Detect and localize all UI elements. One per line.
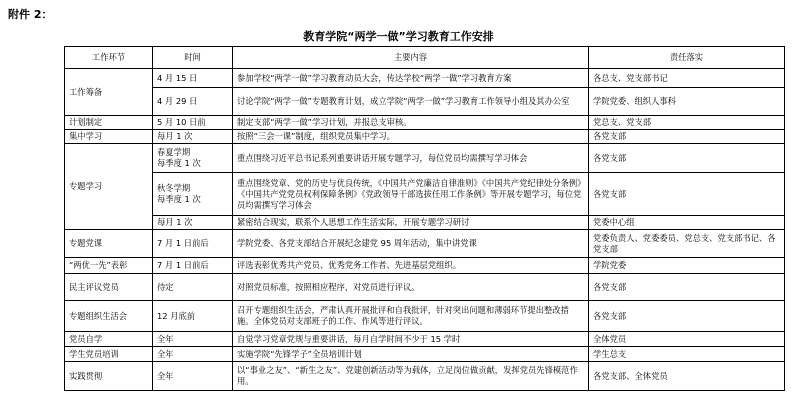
table-row	[65, 301, 785, 332]
content-cell: 重点围绕党章、党的历史与优良传统，《中国共产党廉洁自律准则》《中国共产党纪律处分条例》《中国共产党党员权利保障条例》《党政领导干部选拔任用工作条例》等开展专题学习，每位党员均需撰写学习体会	[233, 173, 589, 216]
responsible-cell: 各总支、党支部书记	[589, 69, 785, 88]
stage-cell: 工作筹备	[65, 69, 153, 116]
content-cell: 评选表彰优秀共产党员、优秀党务工作者、先进基层党组织。	[233, 258, 589, 274]
content-cell: 紧密结合现实，联系个人思想工作生活实际，开展专题学习研讨	[233, 216, 589, 230]
table-row	[65, 362, 785, 391]
table-row	[65, 347, 785, 362]
table-header-row	[65, 47, 785, 69]
time-cell	[153, 144, 233, 173]
table-row	[65, 173, 785, 216]
work-plan-table	[64, 46, 785, 391]
table-row	[65, 258, 785, 274]
content-cell: 对照党员标准，按照相应程序，对党员进行评议。	[233, 274, 589, 301]
table-row	[65, 88, 785, 116]
content-cell: 重点围绕习近平总书记系列重要讲话开展专题学习，每位党员均需撰写学习体会	[233, 144, 589, 173]
stage-cell: 民主评议党员	[65, 274, 153, 301]
table-row	[65, 216, 785, 230]
stage-cell: 专题党课	[65, 230, 153, 258]
time-cell: 4 月 29 日	[153, 88, 233, 116]
content-cell: 按照“三会一课”制度，组织党员集中学习。	[233, 130, 589, 144]
responsible-cell: 各党支部	[589, 301, 785, 332]
time-line: 每季度 1 次	[157, 194, 201, 204]
time-cell: 7 月 1 日前后	[153, 258, 233, 274]
content-cell: 参加学校“两学一做”学习教育动员大会，传达学校“两学一做”学习教育方案	[233, 69, 589, 88]
stage-cell: 集中学习	[65, 130, 153, 144]
responsible-cell: 全体党员	[589, 332, 785, 347]
time-line: 秋冬学期	[157, 183, 191, 193]
content-cell: 召开专题组织生活会，严肃认真开展批评和自我批评，针对突出问题和薄弱环节提出整改措施。全体党员对支部班子的工作、作风等进行评议。	[233, 301, 589, 332]
table-row	[65, 130, 785, 144]
header-time: 时间	[153, 47, 233, 69]
stage-cell: 党员自学	[65, 332, 153, 347]
responsible-cell: 党总支、党支部	[589, 116, 785, 130]
table-row	[65, 274, 785, 301]
content-cell: 制定支部“两学一做”学习计划，并报总支审核。	[233, 116, 589, 130]
stage-cell: 计划制定	[65, 116, 153, 130]
content-cell: 自觉学习党章党规与重要讲话，每月自学时间不少于 15 学时	[233, 332, 589, 347]
time-cell: 4 月 15 日	[153, 69, 233, 88]
table-row	[65, 69, 785, 88]
header-responsible: 责任落实	[589, 47, 785, 69]
responsible-cell: 学院党委	[589, 258, 785, 274]
table-row	[65, 144, 785, 173]
stage-cell: 学生党员培训	[65, 347, 153, 362]
time-cell: 每月 1 次	[153, 130, 233, 144]
table-row	[65, 332, 785, 347]
content-cell: 实施学院“先锋学子”全员培训计划	[233, 347, 589, 362]
stage-cell: 专题组织生活会	[65, 301, 153, 332]
time-cell: 5 月 10 日前	[153, 116, 233, 130]
time-line: 每季度 1 次	[157, 158, 201, 168]
header-stage: 工作环节	[65, 47, 153, 69]
time-line: 春夏学期	[157, 147, 191, 157]
responsible-cell: 党委负责人、党委委员、党总支、党支部书记、各党支部	[589, 230, 785, 258]
time-cell: 全年	[153, 347, 233, 362]
responsible-cell: 各党支部	[589, 173, 785, 216]
responsible-cell: 各党支部	[589, 144, 785, 173]
responsible-cell: 各党支部、全体党员	[589, 362, 785, 391]
time-cell	[153, 173, 233, 216]
responsible-cell: 各党支部	[589, 130, 785, 144]
stage-cell: 专题学习	[65, 144, 153, 230]
content-cell: 以“事业之友”、“新生之友”、党建创新活动等为载体，立足岗位做贡献，发挥党员先锋模范作用。	[233, 362, 589, 391]
time-cell: 12 月底前	[153, 301, 233, 332]
content-cell: 讨论学院“两学一做”专题教育计划，成立学院“两学一做”学习教育工作领导小组及其办公室	[233, 88, 589, 116]
time-cell: 全年	[153, 362, 233, 391]
attachment-label: 附件 2：	[8, 8, 53, 21]
stage-cell: 实践贯彻	[65, 362, 153, 391]
time-cell: 每月 1 次	[153, 216, 233, 230]
responsible-cell: 党委中心组	[589, 216, 785, 230]
header-content: 主要内容	[233, 47, 589, 69]
document-title: 教育学院“两学一做”学习教育工作安排	[303, 30, 494, 43]
table-row	[65, 116, 785, 130]
responsible-cell: 学院党委、组织人事科	[589, 88, 785, 116]
time-cell: 7 月 1 日前后	[153, 230, 233, 258]
responsible-cell: 学生总支	[589, 347, 785, 362]
responsible-cell: 各党支部	[589, 274, 785, 301]
content-cell: 学院党委、各党支部结合开展纪念建党 95 周年活动，集中讲党课	[233, 230, 589, 258]
table-row	[65, 230, 785, 258]
time-cell: 待定	[153, 274, 233, 301]
time-cell: 全年	[153, 332, 233, 347]
stage-cell: “两优一先”表彰	[65, 258, 153, 274]
